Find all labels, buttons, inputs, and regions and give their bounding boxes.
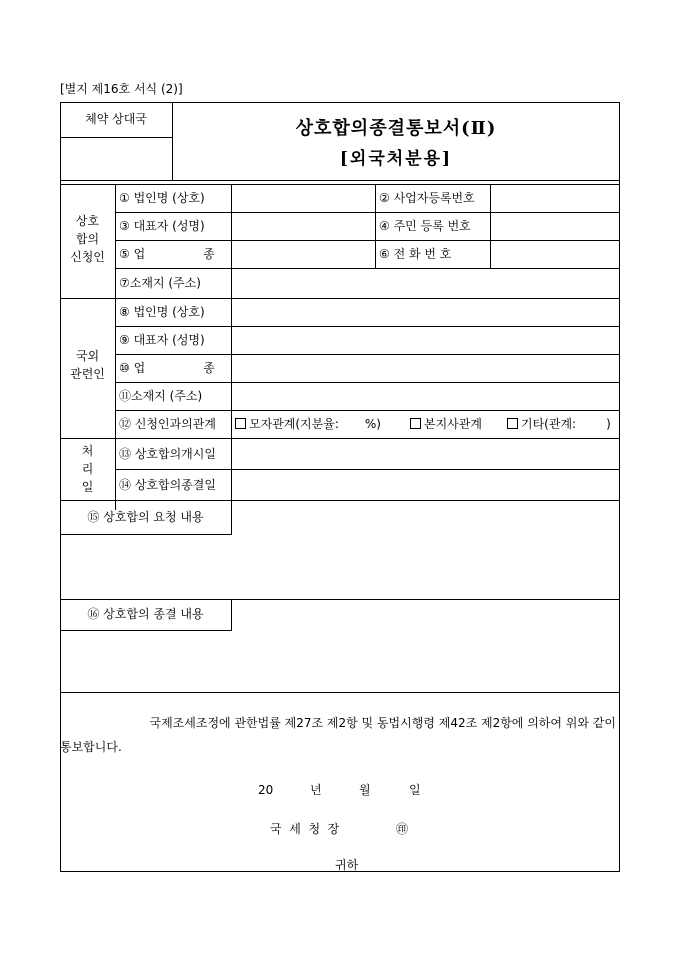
start-date-field[interactable] xyxy=(232,439,619,468)
partner-country-label: 체약 상대국 xyxy=(85,112,147,126)
relation-label: ⑫ 신청인과의관계 xyxy=(119,417,216,431)
statement-line-1: 국제조세조정에 관한법률 제27조 제2항 및 동법시행령 제42조 제2항에 의하여 위와 같이 xyxy=(149,716,616,730)
date-day-unit: 일 xyxy=(409,783,421,797)
partner-country-field[interactable] xyxy=(61,138,171,179)
foreign-industry-field[interactable] xyxy=(232,355,619,381)
processing-date-section-label: 처 리 일 xyxy=(81,444,94,494)
applicant-company-name-label: ① 법인명 (상호) xyxy=(119,191,205,205)
conclusion-content-field[interactable] xyxy=(61,631,619,691)
applicant-address-label: ⑦소재지 (주소) xyxy=(119,276,201,290)
applicant-industry-label: ⑤ 업 종 xyxy=(119,247,215,261)
addressee: 귀하 xyxy=(335,858,359,872)
foreign-representative-field[interactable] xyxy=(232,327,619,353)
foreign-industry-label: ⑩ 업 종 xyxy=(119,361,215,375)
end-date-label: ⑭ 상호합의종결일 xyxy=(119,478,216,492)
foreign-section-label: 국외 관련인 xyxy=(70,349,105,381)
date-year: 20 xyxy=(258,783,274,797)
foreign-company-name-label: ⑧ 법인명 (상호) xyxy=(119,305,205,319)
business-reg-no-label: ② 사업자등록번호 xyxy=(379,191,475,205)
applicant-address-field[interactable] xyxy=(232,269,619,297)
foreign-address-field[interactable] xyxy=(232,383,619,409)
end-date-field[interactable] xyxy=(232,470,619,499)
applicant-representative-field[interactable] xyxy=(232,213,374,239)
relation-option-parent[interactable]: 모자관계(지분율: %) xyxy=(235,417,381,431)
form-subtitle: [외국처분용] xyxy=(339,149,453,169)
foreign-address-label: ⑪소재지 (주소) xyxy=(119,389,203,403)
resident-reg-no-field[interactable] xyxy=(491,213,619,239)
phone-label: ⑥ 전 화 번 호 xyxy=(379,247,452,261)
date-month-unit: 월 xyxy=(359,783,371,797)
conclusion-content-label: ⑯ 상호합의 종결 내용 xyxy=(87,607,204,621)
applicant-section-label: 상호 합의 신청인 xyxy=(70,214,105,264)
request-content-field[interactable] xyxy=(61,535,619,598)
applicant-industry-field[interactable] xyxy=(232,241,374,267)
statement-line-2: 통보합니다. xyxy=(60,740,122,754)
date-year-unit: 년 xyxy=(310,783,322,797)
request-content-label: ⑮ 상호합의 요청 내용 xyxy=(87,510,204,524)
phone-field[interactable] xyxy=(491,241,619,267)
checkbox-icon[interactable] xyxy=(507,418,518,429)
form-reference: [별지 제16호 서식 (2)] xyxy=(60,82,183,96)
applicant-representative-label: ③ 대표자 (성명) xyxy=(119,219,205,233)
start-date-label: ⑬ 상호합의개시일 xyxy=(119,447,216,461)
form-title: 상호합의종결통보서(Ⅱ) xyxy=(295,118,497,139)
signer: 국 세 청 장 xyxy=(270,822,340,836)
seal-icon: ㊞ xyxy=(396,822,409,836)
checkbox-icon[interactable] xyxy=(235,418,246,429)
business-reg-no-field[interactable] xyxy=(491,185,619,211)
checkbox-icon[interactable] xyxy=(410,418,421,429)
relation-option-other[interactable]: 기타(관계: ) xyxy=(507,417,611,431)
foreign-company-name-field[interactable] xyxy=(232,299,619,325)
resident-reg-no-label: ④ 주민 등록 번호 xyxy=(379,219,471,233)
applicant-company-name-field[interactable] xyxy=(232,185,374,211)
relation-option-branch[interactable]: 본지사관계 xyxy=(410,417,482,431)
foreign-representative-label: ⑨ 대표자 (성명) xyxy=(119,333,205,347)
